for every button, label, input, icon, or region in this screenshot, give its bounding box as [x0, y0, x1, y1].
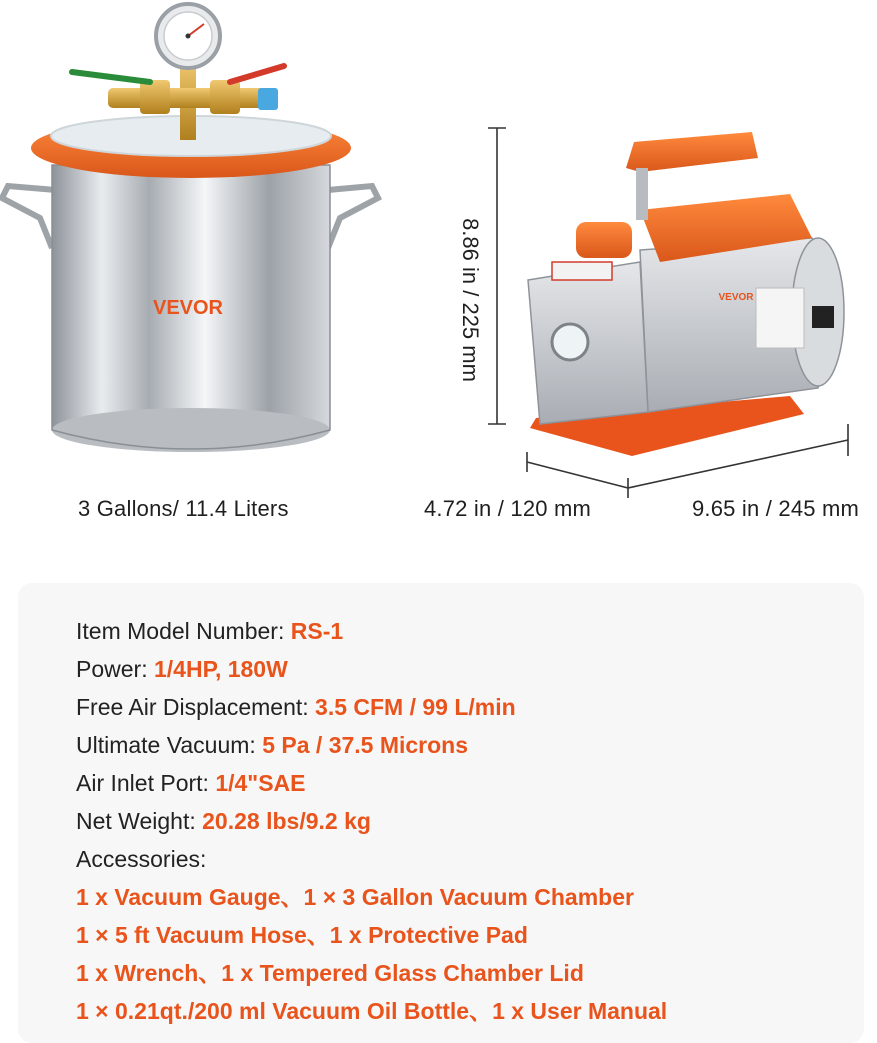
- accessory-line: 1 × 5 ft Vacuum Hose、1 x Protective Pad: [76, 922, 528, 948]
- length-caption: 9.65 in / 245 mm: [692, 496, 860, 521]
- spec-value: 1/4HP, 180W: [153, 656, 288, 682]
- spec-model: [76, 612, 866, 650]
- qr-code-icon: [812, 306, 834, 328]
- spec-inlet-port: [76, 764, 866, 802]
- oil-sight-glass: [552, 324, 588, 360]
- vacuum-chamber: [2, 4, 378, 452]
- spec-air-displacement: [76, 688, 866, 726]
- height-caption-wrap: [440, 200, 500, 400]
- spec-label: Free Air Displacement:: [76, 694, 309, 720]
- spec-label: Net Weight:: [76, 808, 196, 834]
- chamber-logo: VEVOR: [152, 297, 224, 319]
- spec-value: 20.28 lbs/9.2 kg: [202, 808, 371, 834]
- spec-label: Power:: [76, 656, 148, 682]
- accessory-line: 1 x Wrench、1 x Tempered Glass Chamber Lid: [76, 960, 584, 986]
- valve-tee: [108, 88, 268, 108]
- blue-filter: [258, 88, 278, 110]
- capacity-caption: 3 Gallons/ 11.4 Liters: [78, 496, 289, 521]
- spec-label: Air Inlet Port:: [76, 770, 209, 796]
- width-caption: 4.72 in / 120 mm: [424, 496, 592, 521]
- spec-value: 3.5 CFM / 99 L/min: [315, 694, 516, 720]
- spec-value: 1/4"SAE: [215, 770, 306, 796]
- right-valve-lever: [230, 66, 284, 82]
- left-handle: [2, 186, 56, 248]
- vacuum-pump: [528, 132, 844, 456]
- spec-value: 5 Pa / 37.5 Microns: [262, 732, 469, 758]
- spec-value: RS-1: [290, 618, 344, 644]
- spec-list: [76, 612, 866, 1030]
- pump-logo: VEVOR: [718, 292, 754, 303]
- spec-ultimate-vacuum: [76, 726, 866, 764]
- spec-power: [76, 650, 866, 688]
- accessories-heading: Accessories:: [76, 846, 207, 872]
- right-handle: [328, 186, 378, 248]
- accessory-line: 1 × 0.21qt./200 ml Vacuum Oil Bottle、1 x User Manual: [76, 998, 668, 1024]
- spec-net-weight: [76, 802, 866, 840]
- spec-label: Item Model Number:: [76, 618, 285, 644]
- left-valve-lever: [72, 72, 150, 82]
- spec-label: Ultimate Vacuum:: [76, 732, 256, 758]
- height-caption: 8.86 in / 225 mm: [458, 218, 483, 382]
- pump-handle: [626, 132, 758, 172]
- accessory-line: 1 x Vacuum Gauge、1 × 3 Gallon Vacuum Chamber: [76, 884, 634, 910]
- oil-fill-cap: [576, 222, 632, 258]
